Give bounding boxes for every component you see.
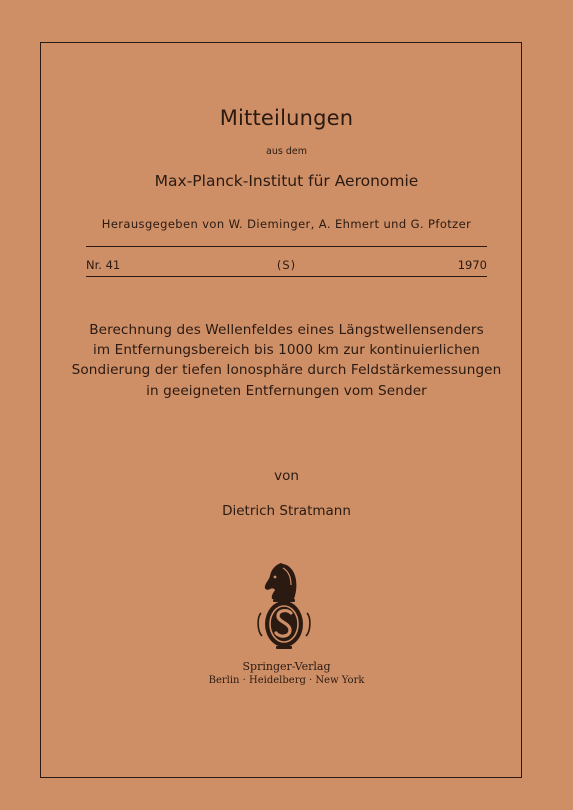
main-title-line: in geeigneten Entfernungen vom Sender	[146, 382, 427, 399]
editors-line: Herausgegeben von W. Dieminger, A. Ehmert und G. Pfotzer	[101, 217, 472, 231]
main-title-line: Berechnung des Wellenfeldes eines Längstwellensenders	[89, 322, 484, 338]
publisher-name: Springer-Verlag	[242, 660, 331, 673]
top-rule	[86, 246, 487, 247]
knight-chess-piece-logo	[253, 561, 321, 653]
institute-name: Max-Planck-Institut für Aeronomie	[154, 172, 419, 190]
series-subtitle: aus dem	[266, 146, 307, 157]
issue-year: 1970	[457, 258, 487, 272]
series-title: Mitteilungen	[219, 106, 354, 130]
issue-number: Nr. 41	[86, 258, 121, 272]
issue-section: (S)	[276, 258, 297, 272]
main-title	[60, 320, 513, 401]
bottom-rule	[86, 276, 487, 277]
main-title-line: Sondierung der tiefen Ionosphäre durch Feldstärkemessungen	[71, 362, 502, 379]
by-label: von	[274, 468, 299, 484]
issue-row	[86, 258, 487, 274]
author-name: Dietrich Stratmann	[222, 503, 351, 519]
publisher-cities: Berlin · Heidelberg · New York	[208, 675, 365, 686]
main-title-line: im Entfernungsbereich bis 1000 km zur kontinuierlichen	[93, 342, 480, 359]
